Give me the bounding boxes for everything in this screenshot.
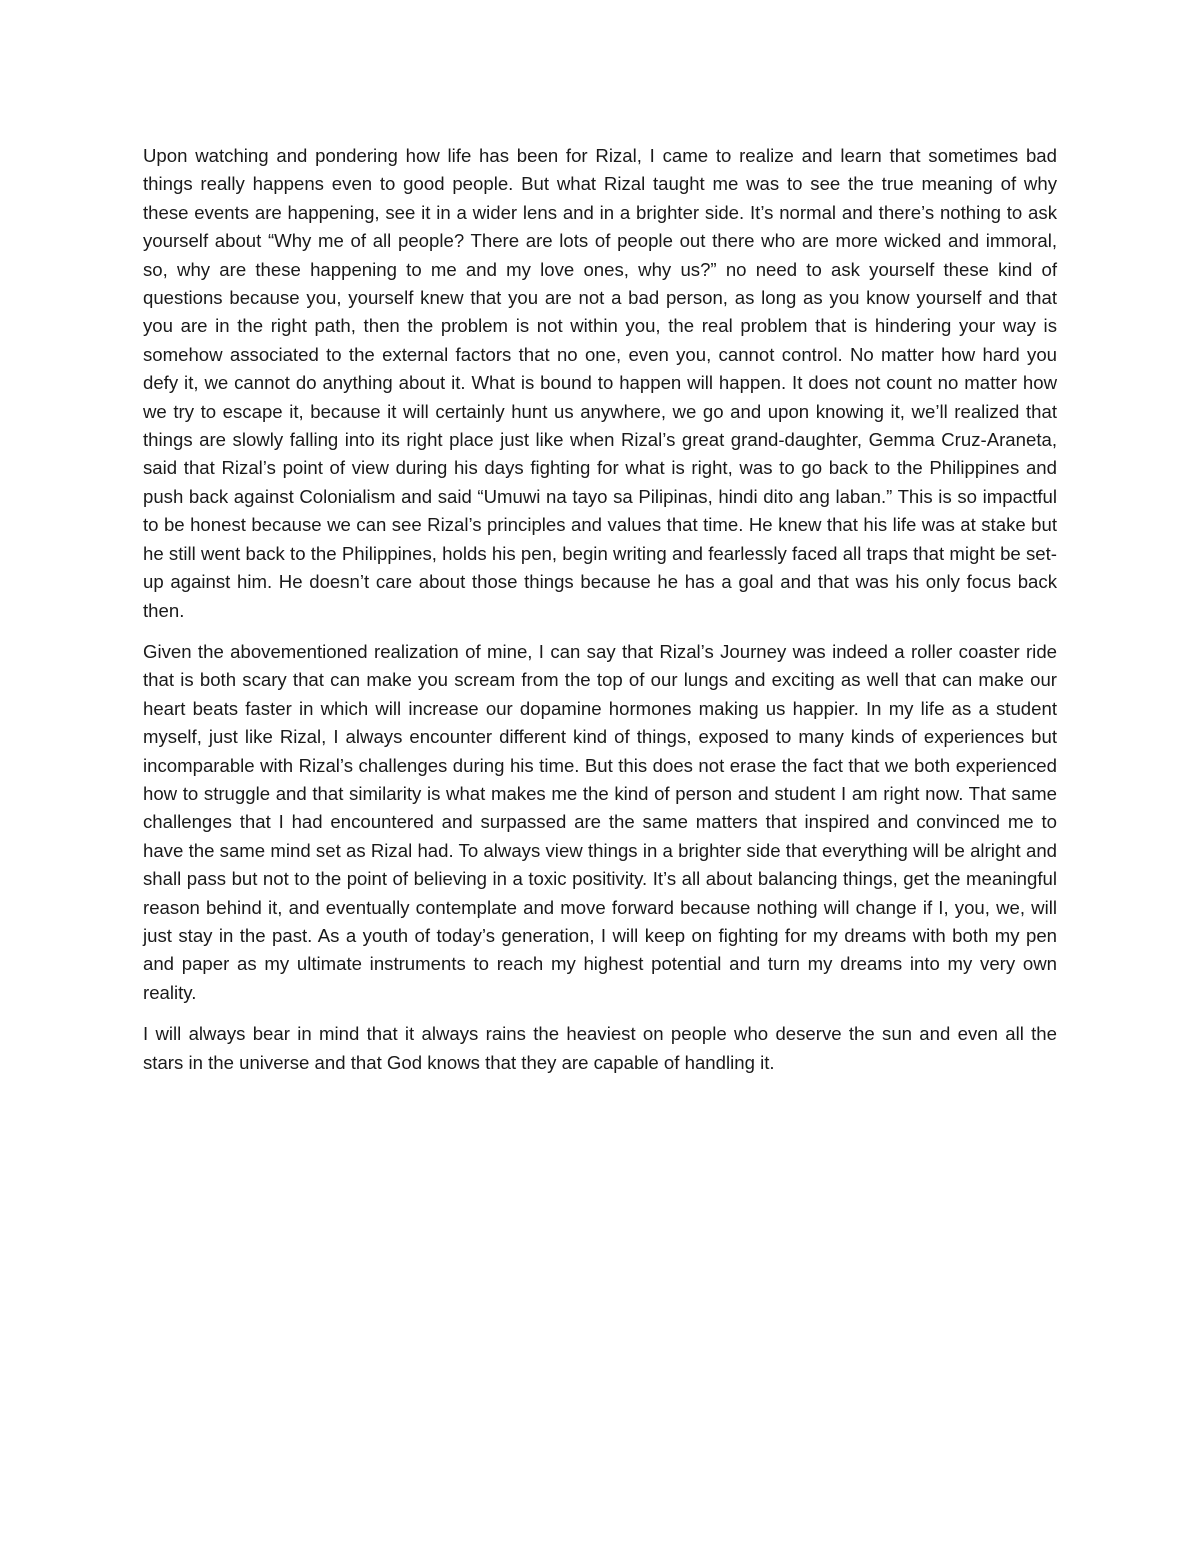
paragraph-1: Upon watching and pondering how life has been for Rizal, I came to realize and learn that sometimes bad things really happens even to good people. But what Rizal taught me was to see the true meaning of why these events are happening, see it in a wider lens and in a brighter side. It’s normal and there’s nothing to ask yourself about “Why me of all people? There are lots of people out there who are more wicked and immoral, so, why are these happening to me and my love ones, why us?” no need to ask yourself these kind of questions because you, yourself knew that you are not a bad person, as long as you know yourself and that you are in the right path, then the problem is not within you, the real problem that is hindering your way is somehow associated to the external factors that no one, even you, cannot control. No matter how hard you defy it, we cannot do anything about it. What is bound to happen will happen. It does not count no matter how we try to escape it, because it will certainly hunt us anywhere, we go and upon knowing it, we’ll realized that things are slowly falling into its right place just like when Rizal’s great grand-daughter, Gemma Cruz-Araneta, said that Rizal’s point of view during his days fighting for what is right, was to go back to the Philippines and push back against Colonialism and said “Umuwi na tayo sa Pilipinas, hindi dito ang laban.” This is so impactful to be honest because we can see Rizal’s principles and values that time. He knew that his life was at stake but he still went back to the Philippines, holds his pen, begin writing and fearlessly faced all traps that might be set-up against him. He doesn’t care about those things because he has a goal and that was his only focus back then. — [143, 145, 1057, 621]
paragraph-2: Given the abovementioned realization of mine, I can say that Rizal’s Journey was indeed a roller coaster ride that is both scary that can make you scream from the top of our lungs and exciting as well that can make our heart beats faster in which will increase our dopamine hormones making us happier. In my life as a student myself, just like Rizal, I always encounter different kind of things, exposed to many kinds of experiences but incomparable with Rizal’s challenges during his time. But this does not erase the fact that we both experienced how to struggle and that similarity is what makes me the kind of person and student I am right now. That same challenges that I had encountered and surpassed are the same matters that inspired and convinced me to have the same mind set as Rizal had. To always view things in a brighter side that everything will be alright and shall pass but not to the point of believing in a toxic positivity. It’s all about balancing things, get the meaningful reason behind it, and eventually contemplate and move forward because nothing will change if I, you, we, will just stay in the past. As a youth of today’s generation, I will keep on fighting for my dreams with both my pen and paper as my ultimate instruments to reach my highest potential and turn my dreams into my very own reality. — [143, 640, 1057, 1003]
paragraph-3: I will always bear in mind that it always rains the heaviest on people who deserve the sun and even all the stars in the universe and that God knows that they are capable of handling it. — [143, 1023, 1057, 1073]
document-body — [143, 142, 1057, 1090]
